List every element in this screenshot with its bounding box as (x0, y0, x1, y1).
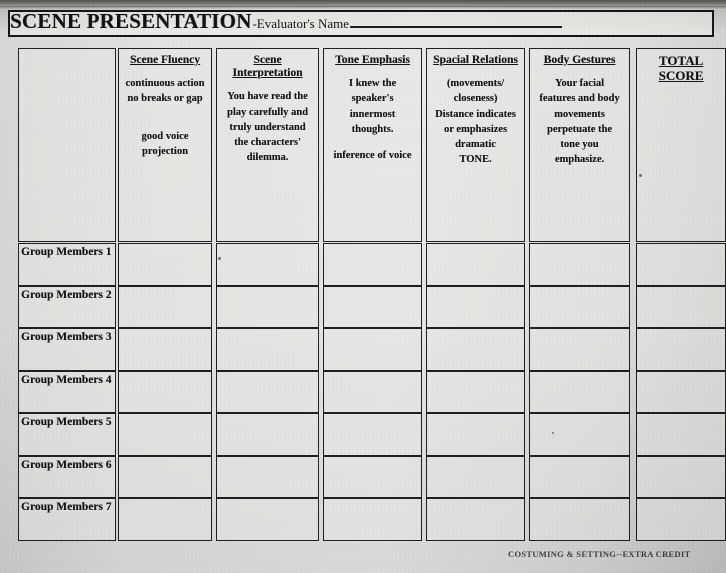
label-column-header (18, 48, 116, 242)
score-cell-total_score-row6[interactable] (636, 456, 726, 499)
row-label-cell-5 (18, 413, 116, 456)
score-cell-spacial_relations-row7[interactable] (426, 498, 525, 541)
page-title: SCENE PRESENTATION (10, 9, 252, 33)
score-cell-spacial_relations-row6[interactable] (426, 456, 525, 499)
row-label: Group Members 6 (21, 458, 112, 471)
score-cell-tone_emphasis-row1[interactable] (323, 243, 422, 286)
column-description-scene_interpretation: You have read the play carefully and truly understand the characters' dilemma. (227, 91, 308, 164)
column-header-tone_emphasis (323, 48, 422, 242)
column-header-scene_interpretation (216, 48, 319, 242)
score-cell-scene_fluency-row1[interactable] (118, 243, 212, 286)
score-cell-tone_emphasis-row7[interactable] (323, 498, 422, 541)
score-cell-scene_interpretation-row1[interactable] (216, 243, 319, 286)
column-header-scene_fluency (118, 48, 212, 242)
evaluator-name-label: -Evaluator's Name (252, 16, 350, 31)
score-cell-spacial_relations-row3[interactable] (426, 328, 525, 371)
score-cell-body_gestures-row3[interactable] (529, 328, 630, 371)
row-label-cell-3 (18, 328, 116, 371)
score-cell-total_score-row4[interactable] (636, 371, 726, 414)
column-title-scene_fluency: Scene Fluency (130, 54, 200, 66)
column-header-spacial_relations (426, 48, 525, 242)
score-cell-tone_emphasis-row3[interactable] (323, 328, 422, 371)
score-cell-total_score-row5[interactable] (636, 413, 726, 456)
score-cell-total_score-row3[interactable] (636, 328, 726, 371)
score-cell-body_gestures-row6[interactable] (529, 456, 630, 499)
score-cell-scene_fluency-row3[interactable] (118, 328, 212, 371)
score-cell-tone_emphasis-row5[interactable] (323, 413, 422, 456)
score-cell-scene_interpretation-row5[interactable] (216, 413, 319, 456)
score-cell-scene_interpretation-row3[interactable] (216, 328, 319, 371)
row-label-cell-2 (18, 286, 116, 329)
scan-artifact-dot (639, 174, 642, 177)
row-label: Group Members 1 (21, 246, 112, 258)
evaluator-name-field[interactable] (350, 15, 562, 28)
score-cell-spacial_relations-row2[interactable] (426, 286, 525, 329)
score-cell-body_gestures-row1[interactable] (529, 243, 630, 286)
score-cell-scene_interpretation-row7[interactable] (216, 498, 319, 541)
column-title-tone_emphasis: Tone Emphasis (335, 54, 410, 66)
score-cell-total_score-row7[interactable] (636, 498, 726, 541)
row-label: Group Members 2 (21, 288, 112, 301)
score-cell-scene_interpretation-row4[interactable] (216, 371, 319, 414)
scan-artifact-dot (552, 432, 554, 434)
score-cell-body_gestures-row4[interactable] (529, 371, 630, 414)
score-cell-tone_emphasis-row2[interactable] (323, 286, 422, 329)
rubric-table (8, 44, 718, 547)
column-description-tone_emphasis: I knew the speaker's innermost thoughts. (348, 78, 397, 135)
footer-note: COSTUMING & SETTING--EXTRA CREDIT (508, 549, 691, 559)
score-cell-body_gestures-row7[interactable] (529, 498, 630, 541)
column-header-total_score (636, 48, 726, 242)
scan-artifact-dot (218, 257, 221, 260)
row-label: Group Members 3 (21, 331, 112, 343)
score-cell-scene_fluency-row2[interactable] (118, 286, 212, 329)
score-cell-tone_emphasis-row4[interactable] (323, 371, 422, 414)
score-cell-spacial_relations-row5[interactable] (426, 413, 525, 456)
score-cell-body_gestures-row2[interactable] (529, 286, 630, 329)
score-cell-scene_fluency-row6[interactable] (118, 456, 212, 499)
score-cell-body_gestures-row5[interactable] (529, 413, 630, 456)
column-title-scene_interpretation: Scene Interpretation (232, 54, 303, 80)
score-cell-total_score-row2[interactable] (636, 286, 726, 329)
row-label: Group Members 7 (21, 501, 112, 513)
column-description-spacial_relations: (movements/ closeness) Distance indicates or emphasizes dramatic TONE. (435, 78, 516, 166)
score-cell-spacial_relations-row4[interactable] (426, 371, 525, 414)
row-label-cell-7 (18, 498, 116, 541)
column-title-total_score: TOTAL SCORE (658, 53, 704, 83)
row-label-cell-6 (18, 456, 116, 499)
column-header-body_gestures (529, 48, 630, 242)
column-title-spacial_relations: Spacial Relations (433, 54, 518, 66)
score-cell-scene_interpretation-row2[interactable] (216, 286, 319, 329)
score-cell-total_score-row1[interactable] (636, 243, 726, 286)
score-cell-scene_fluency-row7[interactable] (118, 498, 212, 541)
row-label: Group Members 4 (21, 373, 112, 386)
row-label-cell-4 (18, 371, 116, 414)
score-cell-scene_interpretation-row6[interactable] (216, 456, 319, 499)
column-description-scene_fluency: continuous action no breaks or gap (125, 78, 205, 105)
title-row (10, 11, 710, 37)
column-title-body_gestures: Body Gestures (543, 54, 616, 66)
score-cell-tone_emphasis-row6[interactable] (323, 456, 422, 499)
column-description-secondary-scene_fluency: good voice projection (141, 130, 189, 157)
row-label: Group Members 5 (21, 416, 112, 428)
score-cell-spacial_relations-row1[interactable] (426, 243, 525, 286)
row-label-cell-1 (18, 243, 116, 286)
column-description-secondary-tone_emphasis: inference of voice (333, 150, 412, 162)
score-cell-scene_fluency-row4[interactable] (118, 371, 212, 414)
score-cell-scene_fluency-row5[interactable] (118, 413, 212, 456)
column-description-body_gestures: Your facial features and body movements perpetuate the tone you emphasize. (539, 78, 620, 166)
